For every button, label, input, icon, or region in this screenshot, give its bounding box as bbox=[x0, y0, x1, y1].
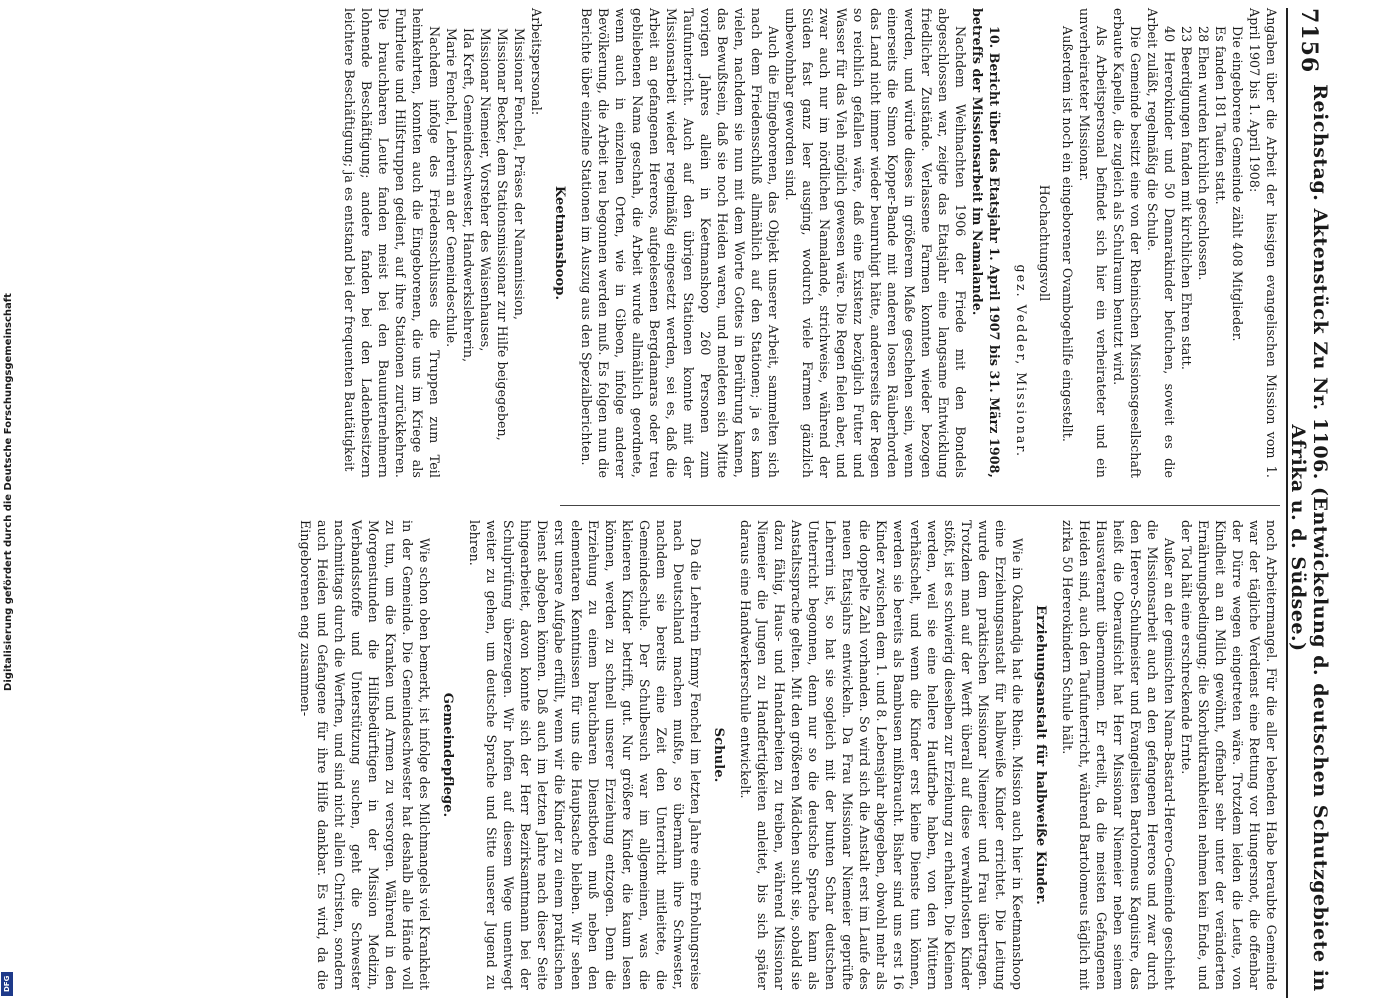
paragraph: Die eingeborene Gemeinde zählt 408 Mitglieder. bbox=[1230, 26, 1245, 342]
paragraph: Als Arbeitspersonal befindet sich hier ein verheirateter und ein unverheirateter Missionar. bbox=[1077, 8, 1109, 478]
staff-item: Ida Kreft, Gemeindeschwester, Handwerkslehrerin, bbox=[461, 28, 476, 363]
paragraph: Angaben über die Arbeit der hiesigen evangelischen Mission vom 1. April 1907 bis 1. April 1908: bbox=[1247, 8, 1279, 478]
paragraph: Außer an der gemischten Nama-Bastard-Herero-Gemeinde geschieht die Missionsarbeit auch an den gefangenen Hereros und zwar durch den Herero-Schulmeister und Evangelisten Bartolomeus Kaguisire, das heißt die Oberaufsicht hat Herr Missionar Niemeier neben seinem Hausvateramt übernommen. Er erteilt, da die meisten Gefangenen Heiden sind, auch den Taufunterricht, während Bartolomeus täglich mit zirka 50 Hererokindern Schule hält. bbox=[1060, 520, 1177, 990]
rotated-document bbox=[20, 0, 1330, 1000]
section-heading: Keetmanshoop. bbox=[552, 185, 567, 301]
column-divider bbox=[560, 505, 1280, 506]
signature: gez. Vedder, Missionar. bbox=[1014, 264, 1029, 458]
section-heading: 10. Bericht über das Etatsjahr 1. April 1907 bis 31. März 1908, betreffs der Missionsarbeit im Namalande. bbox=[970, 8, 1002, 478]
staff-item: Missionar Fenchel, Präses der Namamission, bbox=[512, 28, 527, 321]
paragraph: 28 Ehen wurden kirchlich geschlossen. bbox=[1196, 26, 1211, 281]
page-header bbox=[1286, 8, 1330, 998]
page-title: Reichstag. Aktenstück Zu Nr. 1106. (Entwickelung d. deutschen Schutzgebiete in Afrika u. d. Südsee.) bbox=[1287, 84, 1331, 992]
paragraph: Wie schon oben bemerkt, ist infolge des Milchmangels viel Krankheit in der Gemeinde. Die Gemeindeschwester hat deshalb alle Hände voll zu tun, um die Kranken und Armen zu versorgen. Während in den Morgenstunden die Hilfsbedürftigen in der Mission Medizin, Verbandsstoffe und Unterstützung suchen, geht die Schwester nachmittags durch die Werften, und sind nicht allein Christen, sondern auch Heiden und Gefangene für ihre Hilfe dankbar. Es wird, da die Eingeborenen eng zusammen- bbox=[298, 520, 432, 990]
paragraph: Nachdem Weihnachten 1906 der Friede mit den Bondels abgeschlossen war, zeigte das Etatsjahr eine langsame Entwicklung friedlicher Zustände. Verlassene Farmen konnten wieder bezogen werden, und würde dieses in größerem Maße geschehen sein, wenn einerseits die Simon Kopper-Bande mit anderen losen Räuberhorden das Land nicht immer wieder beunruhigt hätte, andererseits der Regen so reichlich gefallen wäre, daß eine Existenz bezüglich Futter und Wasser für das Vieh möglich gewesen wäre. Die Regen fielen aber, und zwar auch nur im nördlichen Namalande, strichweise, während der Süden fast ganz leer ausging, wodurch viele Farmen gänzlich unbewohnbar geworden sind. bbox=[783, 8, 968, 478]
paragraph: Wie in Okahandja hat die Rhein. Mission auch hier in Keetmanshoop eine Erziehungsanstalt für halbweiße Kinder errichtet. Die Leitung wurde dem praktischen Missionar Niemeier und Frau übertragen. Trotzdem man auf der Werft überall auf diese verwahrlosten Kinder stößt, ist es schwierig dieselben zur Erziehung zu erhalten. Die Kleinen werden, weil sie eine hellere Hautfarbe haben, von den Müttern verhätschelt, und wenn die Kinder erst kleine Dienste tun können, werden sie bereits als Bambusen mißbraucht. Bisher sind uns erst 16 Kinder zwischen dem 1. und 8. Lebensjahr abgegeben, obwohl mehr als die doppelte Zahl vorhanden. So wird sich die Anstalt erst im Laufe des neuen Etatsjahrs entwickeln. Da Frau Missionar Niemeier geprüfte Lehrerin ist, so hat sie sogleich mit der bunten Schar deutschen Unterricht begonnen, denn nur so die deutsche Sprache kann als Anstaltssprache gelten. Mit den größeren Mädchen sucht sie, sobald sie dazu fähig, Haus- und Handarbeiten zu treiben, während Missionar Niemeier die Jungen zu Handfertigkeiten anleitet, bis sich später daraus eine Handwerkerschule entwickelt. bbox=[738, 520, 1025, 990]
dfg-logo: DFG bbox=[1, 972, 13, 996]
left-column bbox=[341, 8, 1280, 478]
paragraph: Außerdem ist noch ein eingeborener Ovambogehilfe eingestellt. bbox=[1060, 26, 1075, 443]
paragraph: noch Arbeitermangel. Für die aller lebenden Habe beraubte Gemeinde war der tägliche Verdienst eine Rettung vor Hungersnot, die offenbar der Dürre wegen eingetreten wäre. Trotzdem leiden die Leute, von Kindheit an an Milch gewöhnt, offenbar sehr unter der veränderten Ernährungsbedingung; die Skorbutkrankheiten nehmen kein Ende, und der Tod hält eine erschreckende Ernte. bbox=[1179, 520, 1279, 990]
right-column bbox=[297, 520, 1280, 990]
attribution-sidebar bbox=[0, 0, 14, 1000]
staff-heading: Arbeitspersonal: bbox=[529, 8, 544, 116]
attribution-text: Digitalisierung gefördert durch die Deutsche Forschungsgemeinschaft bbox=[3, 293, 14, 691]
paragraph: Nachdem infolge des Friedensschlusses die Truppen zum Teil heimkehrten, konnten auch die Eingeborenen, die uns im Kriege als Fuhrleute und Hilfstruppen gedient, auf ihre Stationen zurückkehren. Die brauchbaren Leute fanden meist bei den Bauunternehmern lohnende Beschäftigung; andere fanden bei den Ladenbesitzern leichtere Beschäftigung; ja es entstand bei der frequenten Bautätigkeit bbox=[342, 8, 442, 478]
page-number: 7156 bbox=[1296, 8, 1322, 74]
staff-item: Marie Fenchel, Lehrerin an der Gemeindeschule. bbox=[444, 28, 459, 348]
staff-item: Missionar Becker, dem Stationsmissionar zur Hilfe beigegeben, bbox=[495, 28, 510, 441]
paragraph: Die Gemeinde besitzt eine von der Rheinischen Missionsgesellschaft erbaute Kapelle, die zugleich als Schulraum benutzt wird. bbox=[1111, 8, 1143, 478]
section-heading: Schule. bbox=[711, 727, 726, 783]
paragraph: 23 Beerdigungen fanden mit kirchlichen Ehren statt. bbox=[1179, 26, 1194, 370]
section-heading: Gemeindepflege. bbox=[440, 692, 455, 818]
paragraph: Es fanden 181 Taufen statt. bbox=[1213, 26, 1228, 205]
section-heading: Erziehungsanstalt für halbweiße Kinder. bbox=[1033, 605, 1048, 905]
staff-item: Missionar Niemeier, Vorsteher des Waisenhauses, bbox=[478, 28, 493, 352]
greeting: Hochachtungsvoll bbox=[1037, 184, 1052, 302]
paragraph: Da die Lehrerin Emmy Fenchel im letzten Jahre eine Erholungsreise nach Deutschland machen mußte, so übernahm ihre Schwester, nachdem sie bereits eine Zeit den Unterricht mitleitete, die Gemeindeschule. Der Schulbesuch war im allgemeinen, was die kleineren Kinder betrifft, gut. Nur größere Kinder, die kaum lesen können, werden zu schnell unserer Erziehung entzogen. Denn die Erziehung zu einem brauchbaren Dienstboten muß neben den elementaren Kenntnissen für uns die Hauptsache bleiben. Wir sehen erst unsere Aufgabe erfüllt, wenn wir die Kinder zu einem praktischen Dienst abgeben können. Daß auch im letzten Jahre nach dieser Seite hingearbeitet, davon konnte sich der Herr Bezirksamtmann bei der Schulprüfung überzeugen. Wir hoffen auf diesem Wege unentwegt weiter zu gehen, um deutsche Sprache und Sitte unserer Jugend zu lehren. bbox=[467, 520, 703, 990]
paragraph: Auch die Eingeborenen, das Objekt unserer Arbeit, sammelten sich nach dem Friedensschluß allmählich auf den Stationen; ja es kam vielen, nachdem sie nun mit dem Worte Gottes in Berührung kamen, das Bewußtsein, daß sie noch Heiden waren, und meldeten sich Mitte vorigen Jahres allein in Keetmanshoop 260 Personen zum Taufunterricht. Auch auf den übrigen Stationen konnte mit der Missionsarbeit wieder regelmäßig eingesetzt werden, sei es, daß die Arbeit an gefangenen Hereros, aufgelesenen Bergdamaras oder treu gebliebenen Nama geschah, die Arbeit wurde allmählich geordnete, wenn auch in einzelnen Orten, wie in Gibeon, infolge anderer Bevölkerung, die Arbeit neu begonnen werden muß. Es folgen nun die Berichte über einzelne Stationen im Auszug aus den Spezialberichten. bbox=[579, 8, 781, 478]
paragraph: 40 Hererokinder und 50 Damarakinder befuchen, soweit es die Arbeit zuläßt, regelmäßig die Schule. bbox=[1145, 8, 1177, 478]
